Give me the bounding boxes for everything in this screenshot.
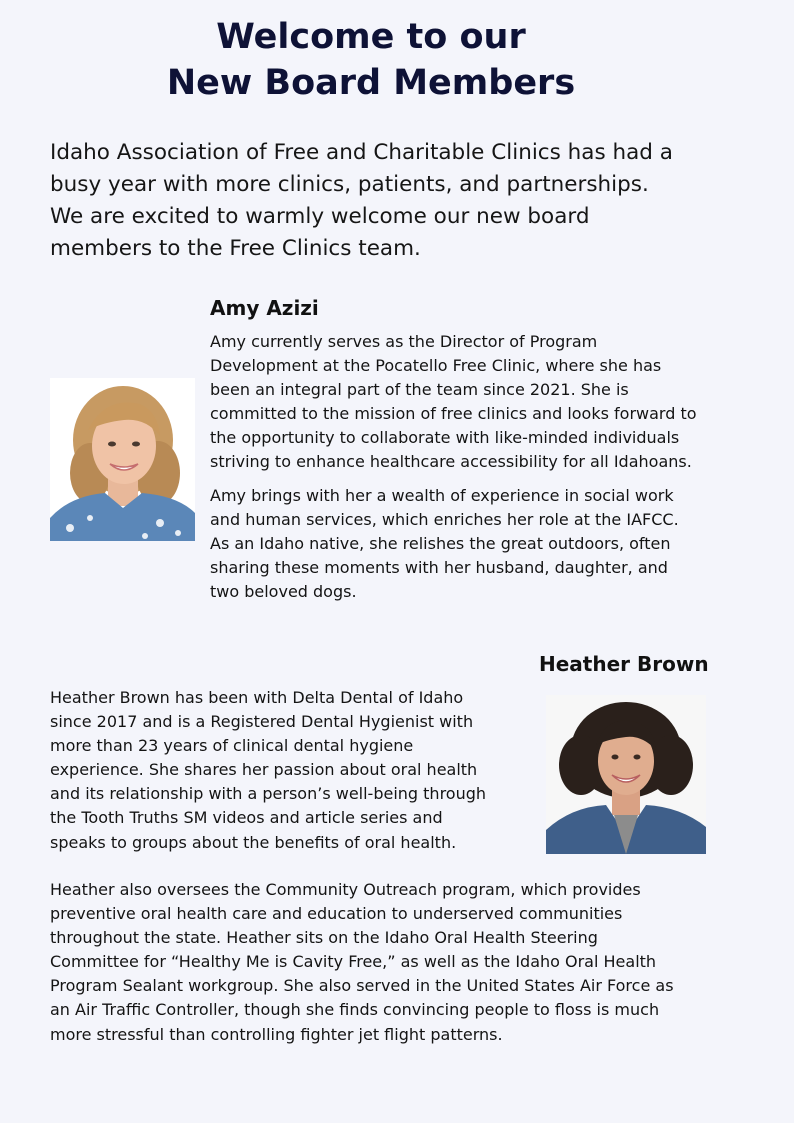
bio-line: Committee for “Healthy Me is Cavity Free,” as well as the Idaho Oral Health (50, 952, 657, 972)
bio-line: striving to enhance healthcare accessibility for all Idahoans. (210, 452, 692, 472)
bio-line: Amy currently serves as the Director of Program (210, 332, 598, 351)
bio-line: sharing these moments with her husband, daughter, and (210, 558, 668, 578)
member-bio-amy-2 (210, 484, 679, 604)
page-title (0, 14, 742, 106)
intro-line: Idaho Association of Free and Charitable Clinics has had a (50, 140, 673, 165)
portrait-photo-heather (546, 695, 706, 854)
member-name-heather: Heather Brown (539, 652, 709, 676)
bio-line: since 2017 and is a Registered Dental Hygienist with (50, 712, 474, 732)
bio-line: experience. She shares her passion about oral health (50, 760, 478, 780)
portrait-photo-amy (50, 378, 195, 541)
bio-line: and human services, which enriches her role at the IAFCC. (210, 510, 679, 530)
bio-line: the Tooth Truths SM videos and article series and (50, 808, 443, 828)
bio-line: Heather also oversees the Community Outreach program, which provides (50, 880, 641, 899)
intro-line: We are excited to warmly welcome our new board (50, 204, 590, 229)
bio-line: Program Sealant workgroup. She also served in the United States Air Force as (50, 976, 674, 996)
page-title-line-2: New Board Members (166, 63, 576, 103)
bio-line: committed to the mission of free clinics and looks forward to (210, 404, 697, 424)
member-name-amy: Amy Azizi (210, 296, 319, 320)
intro-paragraph (50, 137, 760, 265)
bio-line: more than 23 years of clinical dental hygiene (50, 736, 414, 756)
member-bio-heather-1 (50, 686, 486, 855)
bio-line: the opportunity to collaborate with like-minded individuals (210, 428, 680, 448)
bio-line: and its relationship with a person’s well-being through (50, 784, 487, 804)
intro-line: members to the Free Clinics team. (50, 236, 421, 261)
bio-line: two beloved dogs. (210, 582, 357, 602)
bio-line: Heather Brown has been with Delta Dental of Idaho (50, 688, 464, 707)
bio-line: preventive oral health care and education to underserved communities (50, 904, 623, 924)
bio-line: been an integral part of the team since 2021. She is (210, 380, 629, 400)
bio-line: more stressful than controlling fighter jet flight patterns. (50, 1024, 503, 1044)
intro-line: busy year with more clinics, patients, and partnerships. (50, 172, 649, 197)
member-bio-amy-1 (210, 330, 697, 475)
bio-line: As an Idaho native, she relishes the great outdoors, often (210, 534, 671, 554)
bio-line: Development at the Pocatello Free Clinic, where she has (210, 356, 662, 376)
bio-line: Amy brings with her a wealth of experience in social work (210, 486, 674, 505)
page-title-line-1: Welcome to our (216, 17, 526, 57)
bio-line: an Air Traffic Controller, though she finds convincing people to floss is much (50, 1000, 660, 1020)
bio-line: throughout the state. Heather sits on the Idaho Oral Health Steering (50, 928, 598, 948)
member-bio-heather-2 (50, 878, 674, 1047)
bio-line: speaks to groups about the benefits of oral health. (50, 832, 457, 852)
